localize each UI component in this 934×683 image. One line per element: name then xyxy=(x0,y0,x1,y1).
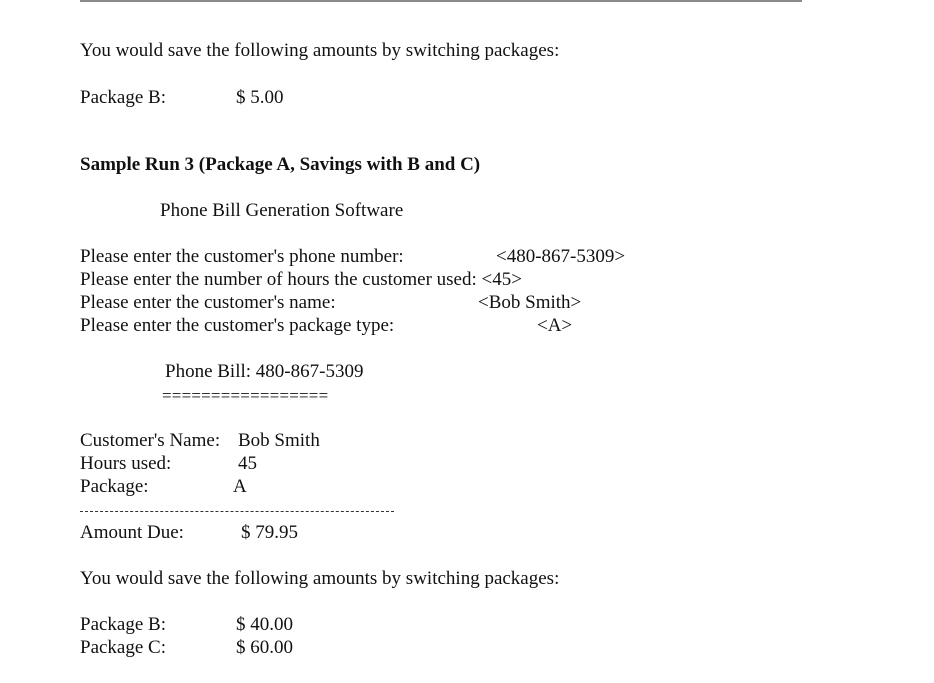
amount-due-value: $ 79.95 xyxy=(241,522,298,543)
detail-hours-label: Hours used: xyxy=(80,453,172,474)
prompt-name-input: <Bob Smith> xyxy=(478,292,582,313)
prompt-phone-label: Please enter the customer's phone number: xyxy=(80,246,404,267)
prompt-package-label: Please enter the customer's package type: xyxy=(80,315,395,336)
amount-due-label: Amount Due: xyxy=(80,522,184,543)
prompt-name-label: Please enter the customer's name: xyxy=(80,292,336,313)
prompt-phone-input: <480-867-5309> xyxy=(496,246,626,267)
run3-savings-label-c: Package C: xyxy=(80,637,167,658)
detail-name-label: Customer's Name: xyxy=(80,430,221,451)
run3-savings-intro: You would save the following amounts by switching packages: xyxy=(80,568,560,589)
run2-savings-intro: You would save the following amounts by switching packages: xyxy=(80,40,560,61)
prompt-hours-label: Please enter the number of hours the customer used: <45> xyxy=(80,269,522,290)
detail-package-label: Package: xyxy=(80,476,149,497)
software-title: Phone Bill Generation Software xyxy=(160,200,404,221)
detail-package-value: A xyxy=(233,476,247,497)
detail-hours-value: 45 xyxy=(238,453,257,474)
top-divider xyxy=(80,0,802,2)
run2-savings-amount-b: $ 5.00 xyxy=(236,87,284,108)
prompt-package-input: <A> xyxy=(537,315,573,336)
bill-title: Phone Bill: 480-867-5309 xyxy=(165,361,364,382)
bill-title-underline: ================= xyxy=(162,386,329,405)
run3-heading: Sample Run 3 (Package A, Savings with B and C) xyxy=(80,154,481,175)
run3-savings-label-b: Package B: xyxy=(80,614,167,635)
run3-savings-amount-b: $ 40.00 xyxy=(236,614,293,635)
run2-savings-label-b: Package B: xyxy=(80,87,167,108)
detail-name-value: Bob Smith xyxy=(238,430,320,451)
dashed-separator xyxy=(80,511,394,512)
run3-savings-amount-c: $ 60.00 xyxy=(236,637,293,658)
